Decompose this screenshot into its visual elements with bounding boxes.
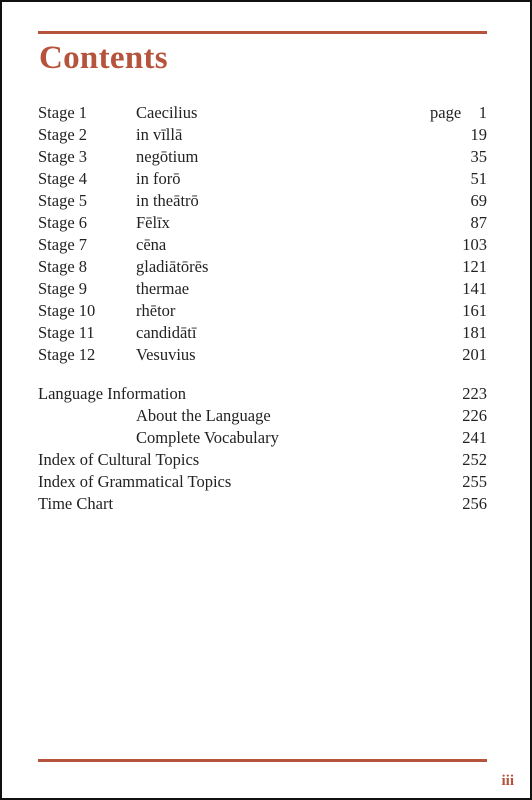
stage-label: Stage 10 (38, 301, 96, 320)
page-number: 51 (470, 169, 487, 188)
stage-title: thermae (136, 279, 190, 298)
page-number: 241 (462, 428, 487, 447)
stage-label: Stage 5 (38, 191, 88, 210)
page-number: 87 (470, 213, 487, 232)
stage-title: in vīllā (136, 125, 183, 144)
stage-title: candidātī (136, 323, 197, 342)
toc-row-index-cultural-topics (2, 449, 530, 471)
page-number: 1 (478, 103, 487, 122)
section-title: About the Language (136, 406, 271, 425)
toc-row-stage-11 (2, 322, 530, 344)
stage-label: Stage 11 (38, 323, 95, 342)
stage-title: cēna (136, 235, 167, 254)
stage-label: Stage 8 (38, 257, 88, 276)
page-word: page (430, 103, 462, 122)
toc-row-stage-3 (2, 146, 530, 168)
toc-row-stage-5 (2, 190, 530, 212)
page-number: 255 (462, 472, 487, 491)
toc-row-stage-1 (2, 102, 530, 124)
stage-label: Stage 4 (38, 169, 88, 188)
toc-row-time-chart (2, 493, 530, 515)
section-title: Language Information (38, 384, 186, 403)
stage-label: Stage 3 (38, 147, 88, 166)
stage-title: negōtium (136, 147, 199, 166)
bottom-rule (38, 759, 487, 762)
stage-label: Stage 2 (38, 125, 88, 144)
toc-row-stage-8 (2, 256, 530, 278)
stage-title: in forō (136, 169, 181, 188)
stage-label: Stage 7 (38, 235, 88, 254)
stage-title: Vesuvius (136, 345, 196, 364)
page-number: 35 (470, 147, 487, 166)
stage-title: Fēlīx (136, 213, 170, 232)
stage-title: Caecilius (136, 103, 198, 122)
stage-label: Stage 9 (38, 279, 88, 298)
page-number: 201 (462, 345, 487, 364)
toc-row-stage-6 (2, 212, 530, 234)
toc-row-index-grammatical-topics (2, 471, 530, 493)
toc-row-stage-12 (2, 344, 530, 366)
section-title: Index of Cultural Topics (38, 450, 200, 469)
stage-label: Stage 6 (38, 213, 88, 232)
page-number: 226 (462, 406, 487, 425)
toc-row-stage-9 (2, 278, 530, 300)
page-number: 161 (462, 301, 487, 320)
page-folio: iii (501, 773, 514, 789)
page-number: 223 (462, 384, 487, 403)
page-number: 121 (462, 257, 487, 276)
page-number: 141 (462, 279, 487, 298)
stage-title: gladiātōrēs (136, 257, 209, 276)
toc-row-stage-4 (2, 168, 530, 190)
page-number: 256 (462, 494, 487, 513)
page-title: Contents (39, 40, 168, 76)
page-number: 252 (462, 450, 487, 469)
stage-title: rhētor (136, 301, 176, 320)
top-rule (38, 31, 487, 34)
toc-row-stage-2 (2, 124, 530, 146)
toc-row-complete-vocabulary (2, 427, 530, 449)
page-number: 181 (462, 323, 487, 342)
page-number: 103 (462, 235, 487, 254)
stage-label: Stage 12 (38, 345, 96, 364)
toc-row-stage-10 (2, 300, 530, 322)
section-title: Complete Vocabulary (136, 428, 279, 447)
stage-title: in theātrō (136, 191, 199, 210)
toc-row-stage-7 (2, 234, 530, 256)
stage-label: Stage 1 (38, 103, 88, 122)
page-number: 19 (470, 125, 487, 144)
page-number: 69 (470, 191, 487, 210)
toc-row-about-the-language (2, 405, 530, 427)
section-title: Index of Grammatical Topics (38, 472, 232, 491)
toc-row-language-information (2, 383, 530, 405)
section-title: Time Chart (38, 494, 114, 513)
